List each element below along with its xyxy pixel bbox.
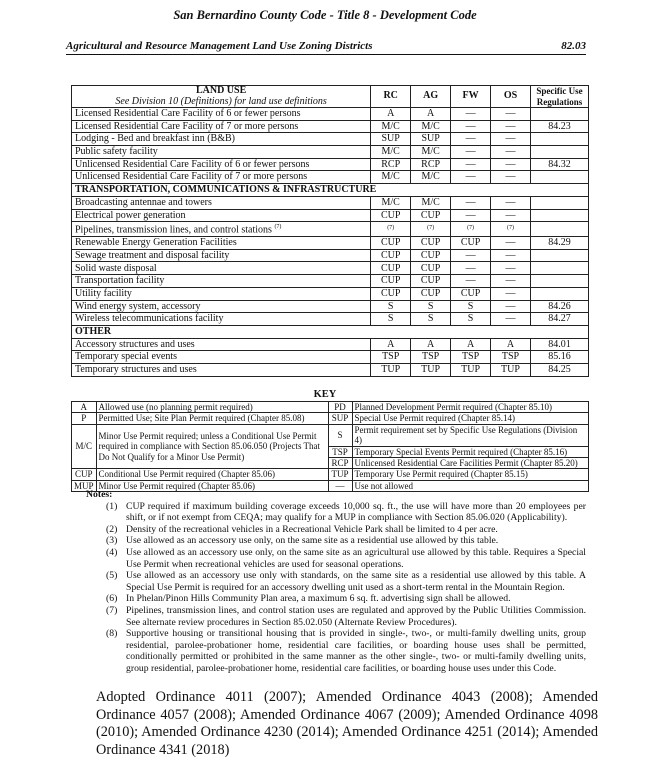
key-desc: Temporary Special Events Permit required (Chapter 85.16) bbox=[352, 446, 588, 457]
page-subtitle bbox=[66, 40, 586, 55]
zone-cell-os: — bbox=[491, 313, 531, 326]
land-use-name: Licensed Residential Care Facility of 6 or fewer persons bbox=[75, 108, 301, 120]
land-use-name: Renewable Energy Generation Facilities bbox=[75, 237, 237, 249]
zone-cell-rc: M/C bbox=[371, 146, 411, 159]
specific-regulation-cell: 84.27 bbox=[530, 313, 588, 326]
zone-cell-ag: A bbox=[411, 108, 451, 121]
col-header-os: OS bbox=[491, 86, 531, 108]
specific-regulation-cell bbox=[530, 209, 588, 222]
land-use-cell bbox=[72, 133, 371, 146]
note-text: In Phelan/Pinon Hills Community Plan area, a maximum 6 sq. ft. advertising sign shall be allowed. bbox=[126, 593, 511, 605]
land-use-cell bbox=[72, 275, 371, 288]
land-use-name: Licensed Residential Care Facility of 7 or more persons bbox=[75, 120, 299, 132]
table-row bbox=[72, 275, 589, 288]
zone-cell-rc: CUP bbox=[371, 287, 411, 300]
footnote-ref: (7) bbox=[274, 224, 282, 231]
table-row bbox=[72, 249, 589, 262]
note-number: (2) bbox=[106, 523, 118, 535]
table-row bbox=[72, 351, 589, 364]
zone-cell-os: — bbox=[491, 108, 531, 121]
land-use-cell bbox=[72, 300, 371, 313]
land-use-name: Accessory structures and uses bbox=[75, 338, 195, 350]
note-item bbox=[106, 501, 586, 524]
note-number: (8) bbox=[106, 628, 118, 640]
key-desc: Conditional Use Permit required (Chapter 85.06) bbox=[96, 469, 328, 480]
land-use-cell bbox=[72, 363, 371, 376]
zone-cell-ag: CUP bbox=[411, 237, 451, 250]
table-row bbox=[72, 313, 589, 326]
specific-regulation-cell: 84.01 bbox=[530, 338, 588, 351]
land-use-cell bbox=[72, 108, 371, 121]
note-number: (7) bbox=[106, 604, 118, 616]
land-use-name: Temporary structures and uses bbox=[75, 364, 197, 376]
zone-cell-fw: — bbox=[451, 262, 491, 275]
section-heading: OTHER bbox=[72, 325, 589, 338]
land-use-name: Public safety facility bbox=[75, 146, 158, 158]
land-use-name: Temporary special events bbox=[75, 351, 178, 363]
zone-cell-ag: M/C bbox=[411, 146, 451, 159]
col-header-rc: RC bbox=[371, 86, 411, 108]
table-row bbox=[72, 300, 589, 313]
land-use-cell bbox=[72, 196, 371, 209]
page-header-title: San Bernardino County Code - Title 8 - Development Code bbox=[173, 8, 477, 22]
notes-section bbox=[86, 489, 586, 675]
table-row bbox=[72, 171, 589, 184]
zone-cell-fw: — bbox=[451, 108, 491, 121]
land-use-name: Wind energy system, accessory bbox=[75, 300, 201, 312]
zone-cell-ag: CUP bbox=[411, 262, 451, 275]
specific-regulation-cell bbox=[530, 108, 588, 121]
specific-regulation-cell bbox=[530, 222, 588, 237]
zone-cell-os: (7) bbox=[491, 222, 531, 237]
key-code: PD bbox=[328, 402, 352, 413]
note-text: CUP required if maximum building coverage exceeds 10,000 sq. ft., the use will have more than 20 employees per shift, or if not exempt from CEQA; may qualify for a MUP in compliance with Section 85.06.020 (Applicability). bbox=[126, 500, 586, 524]
zone-cell-ag: CUP bbox=[411, 209, 451, 222]
specific-regulation-cell bbox=[530, 287, 588, 300]
key-desc: Minor Use Permit required (Chapter 85.06) bbox=[96, 480, 328, 491]
table-row bbox=[72, 237, 589, 250]
key-code: P bbox=[72, 413, 97, 424]
zone-cell-rc: CUP bbox=[371, 209, 411, 222]
zone-cell-ag: CUP bbox=[411, 275, 451, 288]
specific-regulation-cell bbox=[530, 133, 588, 146]
land-use-name: Pipelines, transmission lines, and control stations bbox=[75, 224, 272, 236]
zone-cell-rc: M/C bbox=[371, 196, 411, 209]
zone-cell-fw: — bbox=[451, 133, 491, 146]
land-use-cell bbox=[72, 222, 371, 237]
table-row bbox=[72, 262, 589, 275]
zone-cell-os: TSP bbox=[491, 351, 531, 364]
land-use-name: Unlicensed Residential Care Facility of 7 or more persons bbox=[75, 171, 308, 183]
zone-cell-os: — bbox=[491, 209, 531, 222]
table-row bbox=[72, 146, 589, 159]
table-row bbox=[72, 120, 589, 133]
note-item bbox=[106, 547, 586, 570]
zone-cell-fw: — bbox=[451, 171, 491, 184]
zone-cell-rc: S bbox=[371, 300, 411, 313]
land-use-cell bbox=[72, 249, 371, 262]
land-use-name: Sewage treatment and disposal facility bbox=[75, 249, 230, 261]
key-code: A bbox=[72, 402, 97, 413]
key-desc: Use not allowed bbox=[352, 480, 588, 491]
zone-cell-fw: — bbox=[451, 209, 491, 222]
zone-cell-os: — bbox=[491, 146, 531, 159]
zone-cell-fw: — bbox=[451, 249, 491, 262]
land-use-cell bbox=[72, 287, 371, 300]
zone-cell-rc: A bbox=[371, 108, 411, 121]
key-desc: Planned Development Permit required (Chapter 85.10) bbox=[352, 402, 588, 413]
zone-cell-ag: S bbox=[411, 313, 451, 326]
key-desc: Minor Use Permit required; unless a Conditional Use Permit required in compliance with Section 85.06.050 (Projects That Do Not Qualify for a Minor Use Permit) bbox=[96, 424, 328, 469]
zone-cell-ag: TUP bbox=[411, 363, 451, 376]
table-row bbox=[72, 222, 589, 237]
section-heading: TRANSPORTATION, COMMUNICATIONS & INFRASTRUCTURE bbox=[72, 184, 589, 197]
land-use-note: See Division 10 (Definitions) for land use definitions bbox=[115, 95, 327, 107]
note-number: (5) bbox=[106, 570, 118, 582]
table-row bbox=[72, 108, 589, 121]
table-row bbox=[72, 209, 589, 222]
notes-list bbox=[86, 501, 586, 675]
zone-cell-ag: CUP bbox=[411, 287, 451, 300]
key-desc: Permitted Use; Site Plan Permit required (Chapter 85.08) bbox=[96, 413, 328, 424]
table-row bbox=[72, 287, 589, 300]
zone-cell-ag: RCP bbox=[411, 158, 451, 171]
land-use-cell bbox=[72, 209, 371, 222]
key-desc: Allowed use (no planning permit required) bbox=[96, 402, 328, 413]
zone-cell-fw: — bbox=[451, 120, 491, 133]
zone-cell-ag: S bbox=[411, 300, 451, 313]
specific-regulation-cell bbox=[530, 146, 588, 159]
land-use-cell bbox=[72, 351, 371, 364]
key-table bbox=[71, 401, 589, 492]
zone-cell-rc: CUP bbox=[371, 249, 411, 262]
land-use-name: Wireless telecommunications facility bbox=[75, 313, 224, 325]
zone-cell-ag: CUP bbox=[411, 249, 451, 262]
zone-cell-rc: M/C bbox=[371, 171, 411, 184]
specific-regulation-cell bbox=[530, 262, 588, 275]
specific-regulation-cell bbox=[530, 275, 588, 288]
zone-cell-os: — bbox=[491, 196, 531, 209]
zone-cell-os: — bbox=[491, 275, 531, 288]
key-desc: Unlicensed Residential Care Facilities Permit (Chapter 85.20) bbox=[352, 458, 588, 469]
section-number: 82.03 bbox=[561, 40, 586, 52]
zone-cell-os: — bbox=[491, 249, 531, 262]
note-item bbox=[106, 535, 586, 547]
zone-cell-ag: TSP bbox=[411, 351, 451, 364]
note-item bbox=[106, 593, 586, 605]
zone-cell-rc: M/C bbox=[371, 120, 411, 133]
table-header-row bbox=[72, 86, 589, 108]
land-use-cell bbox=[72, 120, 371, 133]
key-code: SUP bbox=[328, 413, 352, 424]
zone-cell-rc: SUP bbox=[371, 133, 411, 146]
table-row bbox=[72, 158, 589, 171]
land-use-name: Unlicensed Residential Care Facility of 6 or fewer persons bbox=[75, 158, 310, 170]
zone-cell-fw: S bbox=[451, 300, 491, 313]
note-item bbox=[106, 605, 586, 628]
specific-regulation-cell: 84.26 bbox=[530, 300, 588, 313]
note-item bbox=[106, 570, 586, 593]
zone-cell-fw: — bbox=[451, 158, 491, 171]
key-code: M/C bbox=[72, 424, 97, 469]
section-row bbox=[72, 184, 589, 197]
zone-cell-fw: CUP bbox=[451, 237, 491, 250]
col-header-specific: Specific Use Regulations bbox=[530, 86, 588, 108]
zone-cell-ag: (7) bbox=[411, 222, 451, 237]
key-code: TUP bbox=[328, 469, 352, 480]
land-use-cell bbox=[72, 262, 371, 275]
note-text: Use allowed as an accessory use only with standards, on the same site as a residential use allowed by this table. A Special Use Permit is required for an accessory dwelling unit used as a short-term rental in the Mountain Region. bbox=[126, 570, 586, 593]
land-use-name: Transportation facility bbox=[75, 275, 165, 287]
land-use-cell bbox=[72, 158, 371, 171]
land-use-header bbox=[72, 86, 371, 108]
adopted-ordinances: Adopted Ordinance 4011 (2007); Amended Ordinance 4043 (2008); Amended Ordinance 4057 (2008); Amended Ordinance 4067 (2009); Amended Ordinance 4098 (2010); Amended Ordinance 4230 (2014); Amended Ordinance 4251 (2014); Amended Ordinance 4341 (2018) bbox=[96, 689, 598, 758]
specific-regulation-cell: 84.25 bbox=[530, 363, 588, 376]
land-use-name: Broadcasting antennae and towers bbox=[75, 196, 212, 208]
table-row bbox=[72, 363, 589, 376]
note-item bbox=[106, 524, 586, 536]
key-desc: Temporary Use Permit required (Chapter 85.15) bbox=[352, 469, 588, 480]
zone-cell-os: — bbox=[491, 158, 531, 171]
note-text: Supportive housing or transitional housing that is provided in single-, two-, or multi-family dwelling units, group residential, parolee-probationer home, residential care facilities, or boarding house uses shall be permitted, conditionally permitted or prohibited in the same manner as the other single-, two- or multi-family dwelling units, group residential, parolee-probationer home, residential care facilities, or boarding house uses under this Code. bbox=[126, 628, 586, 674]
key-desc: Special Use Permit required (Chapter 85.14) bbox=[352, 413, 588, 424]
zone-cell-fw: TSP bbox=[451, 351, 491, 364]
zone-cell-os: — bbox=[491, 262, 531, 275]
zone-cell-fw: — bbox=[451, 275, 491, 288]
zone-cell-fw: (7) bbox=[451, 222, 491, 237]
land-use-name: Utility facility bbox=[75, 287, 132, 299]
zone-cell-fw: — bbox=[451, 146, 491, 159]
zone-cell-rc: CUP bbox=[371, 237, 411, 250]
zone-cell-fw: TUP bbox=[451, 363, 491, 376]
zone-cell-ag: M/C bbox=[411, 120, 451, 133]
land-use-rows bbox=[72, 108, 589, 377]
note-number: (4) bbox=[106, 546, 118, 558]
key-title: KEY bbox=[313, 389, 337, 400]
note-text: Pipelines, transmission lines, and control station uses are regulated and approved by the Public Utilities Commission. See alternate review procedures in Section 85.02.050 (Alternate Review Procedures). bbox=[126, 604, 586, 628]
zone-cell-ag: M/C bbox=[411, 171, 451, 184]
zone-cell-fw: A bbox=[451, 338, 491, 351]
table-row bbox=[72, 338, 589, 351]
zone-cell-ag: M/C bbox=[411, 196, 451, 209]
subtitle-text: Agricultural and Resource Management Land Use Zoning Districts bbox=[66, 40, 373, 52]
key-code: — bbox=[328, 480, 352, 491]
specific-regulation-cell bbox=[530, 196, 588, 209]
land-use-cell bbox=[72, 338, 371, 351]
zone-cell-os: TUP bbox=[491, 363, 531, 376]
table-row bbox=[72, 133, 589, 146]
zone-cell-os: — bbox=[491, 300, 531, 313]
land-use-cell bbox=[72, 237, 371, 250]
zone-cell-fw: S bbox=[451, 313, 491, 326]
col-header-ag: AG bbox=[411, 86, 451, 108]
key-code: RCP bbox=[328, 458, 352, 469]
zone-cell-os: — bbox=[491, 287, 531, 300]
specific-regulation-cell bbox=[530, 249, 588, 262]
key-code: MUP bbox=[72, 480, 97, 491]
zone-cell-ag: A bbox=[411, 338, 451, 351]
table-row bbox=[72, 196, 589, 209]
zone-cell-rc: (7) bbox=[371, 222, 411, 237]
key-desc: Permit requirement set by Specific Use Regulations (Division 4) bbox=[352, 424, 588, 446]
zone-cell-rc: A bbox=[371, 338, 411, 351]
land-use-heading: LAND USE bbox=[195, 85, 247, 96]
zone-cell-fw: — bbox=[451, 196, 491, 209]
zone-cell-os: — bbox=[491, 171, 531, 184]
zone-cell-rc: CUP bbox=[371, 275, 411, 288]
land-use-cell bbox=[72, 171, 371, 184]
land-use-name: Electrical power generation bbox=[75, 209, 186, 221]
zone-cell-rc: TSP bbox=[371, 351, 411, 364]
zone-cell-os: — bbox=[491, 133, 531, 146]
key-code: CUP bbox=[72, 469, 97, 480]
note-item bbox=[106, 628, 586, 674]
note-text: Use allowed as an accessory use only, on the same site as a residential use allowed by this table. bbox=[126, 535, 499, 547]
note-text: Density of the recreational vehicles in a Recreational Vehicle Park shall be limited to 4 per acre. bbox=[126, 523, 498, 535]
note-number: (1) bbox=[106, 500, 118, 512]
note-number: (3) bbox=[106, 535, 118, 547]
section-row bbox=[72, 325, 589, 338]
zone-cell-ag: SUP bbox=[411, 133, 451, 146]
zone-cell-rc: TUP bbox=[371, 363, 411, 376]
land-use-cell bbox=[72, 146, 371, 159]
zone-cell-rc: CUP bbox=[371, 262, 411, 275]
note-number: (6) bbox=[106, 593, 118, 605]
zone-cell-rc: S bbox=[371, 313, 411, 326]
notes-title: Notes: bbox=[86, 489, 113, 500]
land-use-table bbox=[71, 85, 589, 377]
land-use-cell bbox=[72, 313, 371, 326]
col-header-fw: FW bbox=[451, 86, 491, 108]
key-code: TSP bbox=[328, 446, 352, 457]
zone-cell-os: — bbox=[491, 120, 531, 133]
specific-regulation-cell: 85.16 bbox=[530, 351, 588, 364]
key-code: S bbox=[328, 424, 352, 446]
land-use-name: Lodging - Bed and breakfast inn (B&B) bbox=[75, 133, 235, 145]
specific-regulation-cell bbox=[530, 171, 588, 184]
zone-cell-rc: RCP bbox=[371, 158, 411, 171]
zone-cell-os: — bbox=[491, 237, 531, 250]
note-text: Use allowed as an accessory use only, on the same site as an agricultural use allowed by this table. Requires a Special Use Permit when recreational vehicles are used for seasonal operations. bbox=[126, 546, 586, 570]
specific-regulation-cell: 84.23 bbox=[530, 120, 588, 133]
zone-cell-fw: CUP bbox=[451, 287, 491, 300]
specific-regulation-cell: 84.32 bbox=[530, 158, 588, 171]
zone-cell-os: A bbox=[491, 338, 531, 351]
specific-regulation-cell: 84.29 bbox=[530, 237, 588, 250]
land-use-name: Solid waste disposal bbox=[75, 262, 157, 274]
